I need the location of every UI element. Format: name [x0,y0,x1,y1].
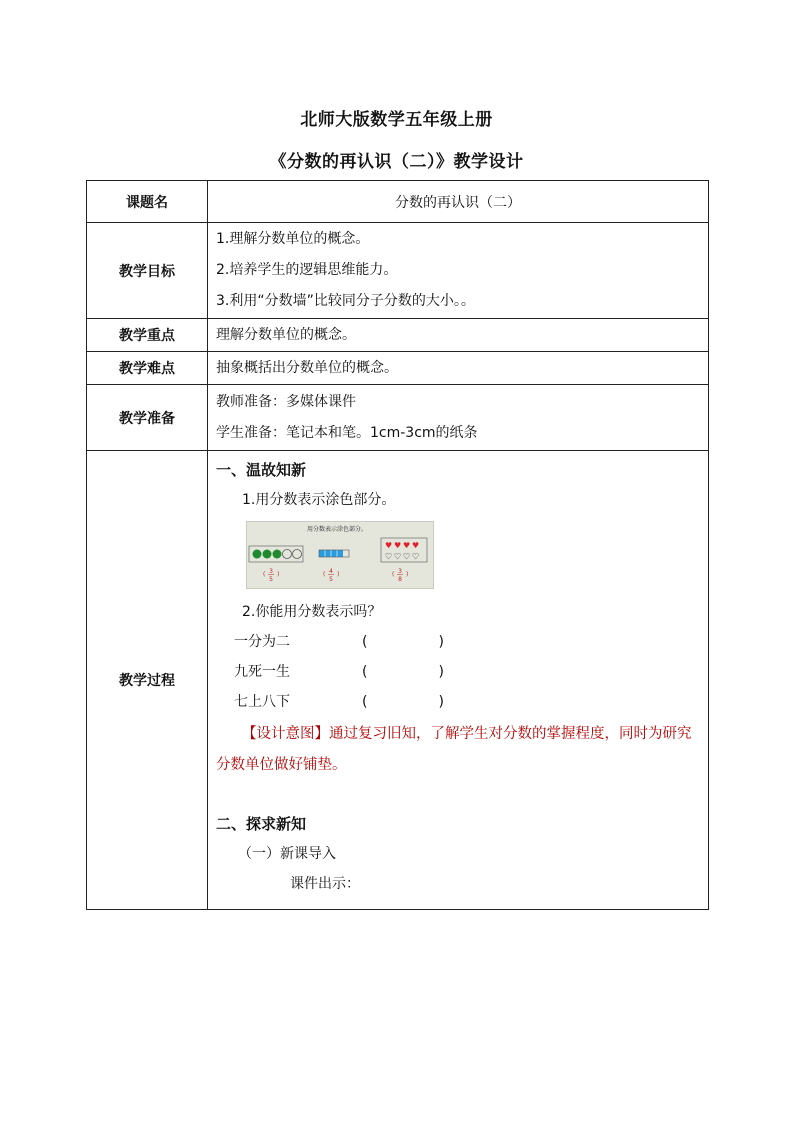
fraction-numerator: 4 [329,568,333,575]
objective-item: 1.理解分数单位的概念。 [216,231,370,247]
svg-text:♥: ♥ [412,552,420,561]
answer-paren-right: ) [406,571,409,578]
svg-text:♥: ♥ [403,552,411,561]
shaded-fractions-photo [246,521,434,589]
svg-text:♥: ♥ [394,552,402,561]
idiom-row [216,657,708,687]
answer-blank: ( ) [362,634,444,650]
row-key-point [87,319,709,352]
idiom-text: 一分为二 [234,634,290,650]
label-topic: 课题名 [87,181,208,223]
difficulty-text: 抽象概括出分数单位的概念。 [216,359,398,376]
answer-paren-right: ) [277,571,280,578]
lesson-plan-table [86,180,709,910]
idiom-text: 九死一生 [234,664,290,680]
fraction-numerator: 3 [269,568,273,575]
row-objectives [87,223,709,319]
doc-subtitle: 《分数的再认识（二）》教学设计 [269,152,524,172]
section-explore: 二、探求新知 [216,815,307,833]
svg-text:♥: ♥ [394,541,402,550]
svg-text:♥: ♥ [385,541,393,550]
svg-text:♥: ♥ [403,541,411,550]
idiom-row [216,627,708,657]
label-objectives: 教学目标 [87,223,208,319]
objective-item: 3.利用“分数墙”比较同分子分数的大小。。 [216,293,475,309]
label-difficulty: 教学难点 [87,352,208,385]
label-process: 教学过程 [87,451,208,910]
answer-blank: ( ) [362,694,444,710]
subsection-intro: （一）新课导入 [238,846,336,862]
fraction-denominator: 5 [329,576,333,583]
shaded-circle [263,550,272,559]
value-process [208,451,709,910]
courseware-line: 课件出示： [290,876,360,892]
prep-student: 学生准备：笔记本和笔。1cm-3cm的纸条 [216,424,478,441]
design-intent-text: 通过复习旧知，了解学生对分数的掌握程度，同时为研究分数单位做好铺垫。 [216,726,692,773]
review-item-1: 1.用分数表示涂色部分。 [242,492,396,508]
doc-title: 北师大版数学五年级上册 [300,110,493,130]
svg-text:♥: ♥ [412,541,420,550]
row-process [87,451,709,910]
svg-text:♥: ♥ [385,552,393,561]
fraction-denominator: 8 [398,576,402,583]
answer-paren-left: ( [263,571,266,578]
photo-caption: 用分数表示涂色部分。 [306,526,368,533]
key-point-text: 理解分数单位的概念。 [216,326,356,343]
answer-paren-right: ) [337,571,340,578]
answer-blank: ( ) [362,664,444,680]
value-objectives [208,223,709,319]
fraction-numerator: 3 [398,568,402,575]
row-preparation [87,385,709,451]
section-review: 一、温故知新 [216,461,307,479]
value-key-point [208,319,709,352]
label-preparation: 教学准备 [87,385,208,451]
design-intent-note [216,719,708,781]
value-topic: 分数的再认识（二） [208,181,709,223]
objective-item: 2.培养学生的逻辑思维能力。 [216,262,398,278]
value-difficulty [208,352,709,385]
review-item-2: 2.你能用分数表示吗？ [242,604,382,620]
answer-paren-left: ( [323,571,326,578]
shaded-circle [253,550,262,559]
idiom-text: 七上八下 [234,694,290,710]
label-key-point: 教学重点 [87,319,208,352]
shaded-circle [273,550,282,559]
design-intent-tag: 【设计意图】 [242,726,329,742]
answer-paren-left: ( [392,571,395,578]
fraction-denominator: 5 [269,576,273,583]
row-topic [87,181,709,223]
idiom-row [216,687,708,717]
shaded-fractions-illustration [247,522,433,588]
value-preparation [208,385,709,451]
prep-teacher: 教师准备：多媒体课件 [216,393,356,410]
row-difficulty [87,352,709,385]
